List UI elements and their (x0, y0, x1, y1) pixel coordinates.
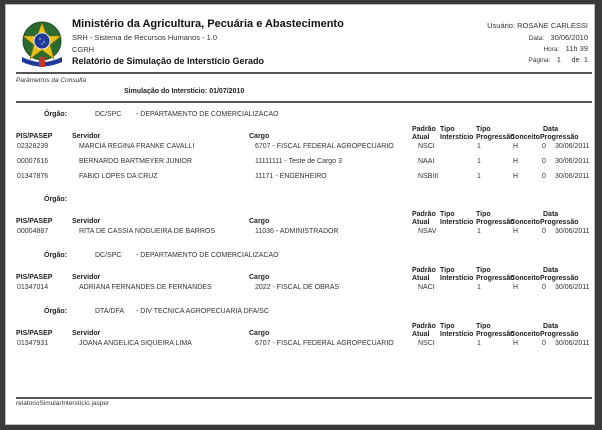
col-header-pis: PIS/PASEP (16, 133, 53, 140)
col-header-servidor: Servidor (72, 133, 101, 140)
col-header-data-1: Data (543, 267, 559, 274)
col-header-cargo: Cargo (249, 330, 270, 337)
col-header-cargo: Cargo (249, 274, 270, 281)
col-header-servidor: Servidor (72, 274, 101, 281)
report-page (5, 4, 595, 425)
date-value: 30/06/2010 (550, 33, 588, 42)
cell-data-progressao: 30/06/2011 (555, 173, 590, 180)
orgao-label: Órgão: (44, 196, 67, 203)
cell-tipo-interesticio: 1 (477, 284, 481, 291)
cell-padrao: NACI (418, 284, 435, 291)
col-header-data-2: Progressão (540, 275, 579, 282)
col-header-pis: PIS/PASEP (16, 274, 53, 281)
cell-padrao: NSCI (418, 143, 435, 150)
col-header-padrao-1: Padrão (412, 267, 436, 274)
page-value: 1 (556, 55, 561, 64)
simulation-label: Simulação do Interstício: (124, 88, 208, 95)
cell-pis: 02328239 (17, 143, 49, 150)
col-header-tipo-prog-2: Progressão (476, 331, 515, 338)
header-divider (16, 72, 592, 74)
col-header-padrao-2: Atual (412, 275, 430, 282)
col-header-conceito: Conceito (510, 275, 540, 282)
col-header-pis: PIS/PASEP (16, 218, 53, 225)
col-header-tipo-int-1: Tipo (440, 211, 455, 218)
cell-cargo: 2022 - FISCAL DE OBRAS (255, 284, 340, 291)
cell-padrao: NSCI (418, 340, 435, 347)
orgao-code: DC/SPC (95, 111, 122, 118)
col-header-tipo-prog-2: Progressão (476, 134, 515, 141)
simulation-info (124, 88, 244, 95)
cell-data-progressao: 30/06/2011 (555, 158, 590, 165)
cell-pis: 01347876 (17, 173, 49, 180)
col-header-tipo-int-2: Interstício (440, 219, 474, 226)
cell-servidor: FABIO LOPES DA CRUZ (79, 173, 158, 180)
col-header-conceito: Conceito (510, 219, 540, 226)
col-header-tipo-int-2: Interstício (440, 331, 474, 338)
page-label: Página: (528, 57, 551, 64)
cell-conceito: 0 (542, 158, 546, 165)
orgao-label: Órgão: (44, 308, 67, 315)
params-label: Parâmetros da Consulta (16, 77, 87, 84)
user-info (487, 21, 588, 30)
col-header-padrao-2: Atual (412, 134, 430, 141)
cell-conceito: 0 (542, 228, 546, 235)
cell-tipo-interesticio: 1 (477, 340, 481, 347)
footer-divider (16, 397, 592, 399)
orgao-label: Órgão: (44, 111, 67, 118)
col-header-padrao-2: Atual (412, 219, 430, 226)
cell-pis: 01347931 (17, 340, 49, 347)
col-header-servidor: Servidor (72, 218, 101, 225)
cell-tipo-progressao: H (513, 340, 519, 347)
col-header-tipo-prog-1: Tipo (476, 267, 491, 274)
cell-servidor: RITA DE CASSIA NOGUEIRA DE BARROS (79, 228, 216, 235)
col-header-data-2: Progressão (540, 219, 579, 226)
footer-filename: relatorioSimularInterstício.jasper (16, 400, 110, 407)
page-info (528, 55, 588, 64)
cell-tipo-interesticio: 1 (477, 143, 481, 150)
cell-padrao: NAAI (418, 158, 435, 165)
time-label: Hora: (543, 46, 560, 53)
cell-tipo-interesticio: 1 (477, 158, 481, 165)
cell-padrao: NSBIII (418, 173, 439, 180)
cell-conceito: 0 (542, 284, 546, 291)
col-header-conceito: Conceito (510, 331, 540, 338)
cell-pis: 00004887 (17, 228, 49, 235)
cell-tipo-interesticio: 1 (477, 228, 481, 235)
col-header-tipo-int-1: Tipo (440, 126, 455, 133)
col-header-conceito: Conceito (510, 134, 540, 141)
user-value: ROSANE CARLESSI (517, 21, 588, 30)
col-header-tipo-prog-1: Tipo (476, 323, 491, 330)
col-header-tipo-prog-2: Progressão (476, 275, 515, 282)
col-header-padrao-1: Padrão (412, 211, 436, 218)
col-header-tipo-int-1: Tipo (440, 323, 455, 330)
col-header-pis: PIS/PASEP (16, 330, 53, 337)
orgao-label: Órgão: (44, 252, 67, 259)
cell-tipo-progressao: H (513, 173, 519, 180)
cell-servidor: MARCIA REGINA FRANKE CAVALLI (79, 143, 195, 150)
col-header-cargo: Cargo (249, 133, 270, 140)
cell-tipo-progressao: H (513, 158, 519, 165)
page-total: 1 (583, 55, 588, 64)
orgao-code: DTA/DFA (95, 308, 125, 315)
org-title: Ministério da Agricultura, Pecuária e Abastecimento (72, 18, 344, 30)
cell-servidor: JOANA ANGELICA SIQUEIRA LIMA (79, 340, 192, 347)
simulation-date: 01/07/2010 (209, 88, 245, 95)
cell-cargo: 6707 - FISCAL FEDERAL AGROPECUARIO (255, 143, 394, 150)
cell-servidor: BERNARDO BARTMEYER JUNIOR (79, 158, 193, 165)
time-value: 11h 39 (565, 44, 588, 53)
orgao-name: - DEPARTAMENTO DE COMERCIALIZACAO (136, 111, 279, 118)
cell-cargo: 11036 - ADMINISTRADOR (255, 228, 339, 235)
cell-tipo-progressao: H (513, 143, 519, 150)
col-header-tipo-int-2: Interstício (440, 275, 474, 282)
cell-tipo-progressao: H (513, 284, 519, 291)
cell-pis: 01347014 (17, 284, 49, 291)
time-info (543, 44, 588, 53)
col-header-data-2: Progressão (540, 134, 579, 141)
col-header-tipo-prog-1: Tipo (476, 211, 491, 218)
params-divider (16, 101, 592, 103)
col-header-tipo-int-2: Interstício (440, 134, 474, 141)
page-of-label: de (571, 55, 580, 64)
report-title: Relatório de Simulação de Interstício Gerado (72, 56, 265, 66)
cell-pis: 00007616 (17, 158, 49, 165)
system-name: SRH - Sistema de Recursos Humanos - 1.0 (72, 33, 218, 42)
cell-data-progressao: 30/06/2011 (555, 228, 590, 235)
cell-tipo-progressao: H (513, 228, 519, 235)
orgao-name: - DEPARTAMENTO DE COMERCIALIZACAO (136, 252, 279, 259)
cell-conceito: 0 (542, 340, 546, 347)
orgao-code: DC/SPC (95, 252, 122, 259)
col-header-servidor: Servidor (72, 330, 101, 337)
cell-data-progressao: 30/06/2011 (555, 284, 590, 291)
col-header-data-1: Data (543, 323, 559, 330)
col-header-padrao-2: Atual (412, 331, 430, 338)
cell-cargo: 11111111 - Teste de Cargo 3 (255, 158, 342, 165)
cell-data-progressao: 30/06/2011 (555, 143, 590, 150)
date-info (529, 33, 588, 42)
unit-name: CGRH (72, 45, 95, 54)
col-header-padrao-1: Padrão (412, 126, 436, 133)
col-header-padrao-1: Padrão (412, 323, 436, 330)
col-header-data-1: Data (543, 211, 559, 218)
cell-servidor: ADRIANA FERNANDES DE FERNANDES (79, 284, 212, 291)
user-label: Usuário: (487, 21, 516, 30)
cell-cargo: 11171 - ENGENHEIRO (255, 173, 327, 180)
orgao-name: - DIV TECNICA AGROPECUARIA DFA/SC (136, 308, 269, 315)
date-label: Data: (528, 35, 545, 42)
col-header-tipo-prog-1: Tipo (476, 126, 491, 133)
cell-conceito: 0 (542, 173, 546, 180)
cell-data-progressao: 30/06/2011 (555, 340, 590, 347)
col-header-tipo-int-1: Tipo (440, 267, 455, 274)
cell-tipo-interesticio: 1 (477, 173, 481, 180)
col-header-tipo-prog-2: Progressão (476, 219, 515, 226)
cell-cargo: 6707 - FISCAL FEDERAL AGROPECUARIO (255, 340, 394, 347)
col-header-data-1: Data (543, 126, 559, 133)
brazil-coat-of-arms-icon (17, 19, 67, 69)
col-header-cargo: Cargo (249, 218, 270, 225)
cell-conceito: 0 (542, 143, 546, 150)
col-header-data-2: Progressão (540, 331, 579, 338)
cell-padrao: NSAV (418, 228, 437, 235)
